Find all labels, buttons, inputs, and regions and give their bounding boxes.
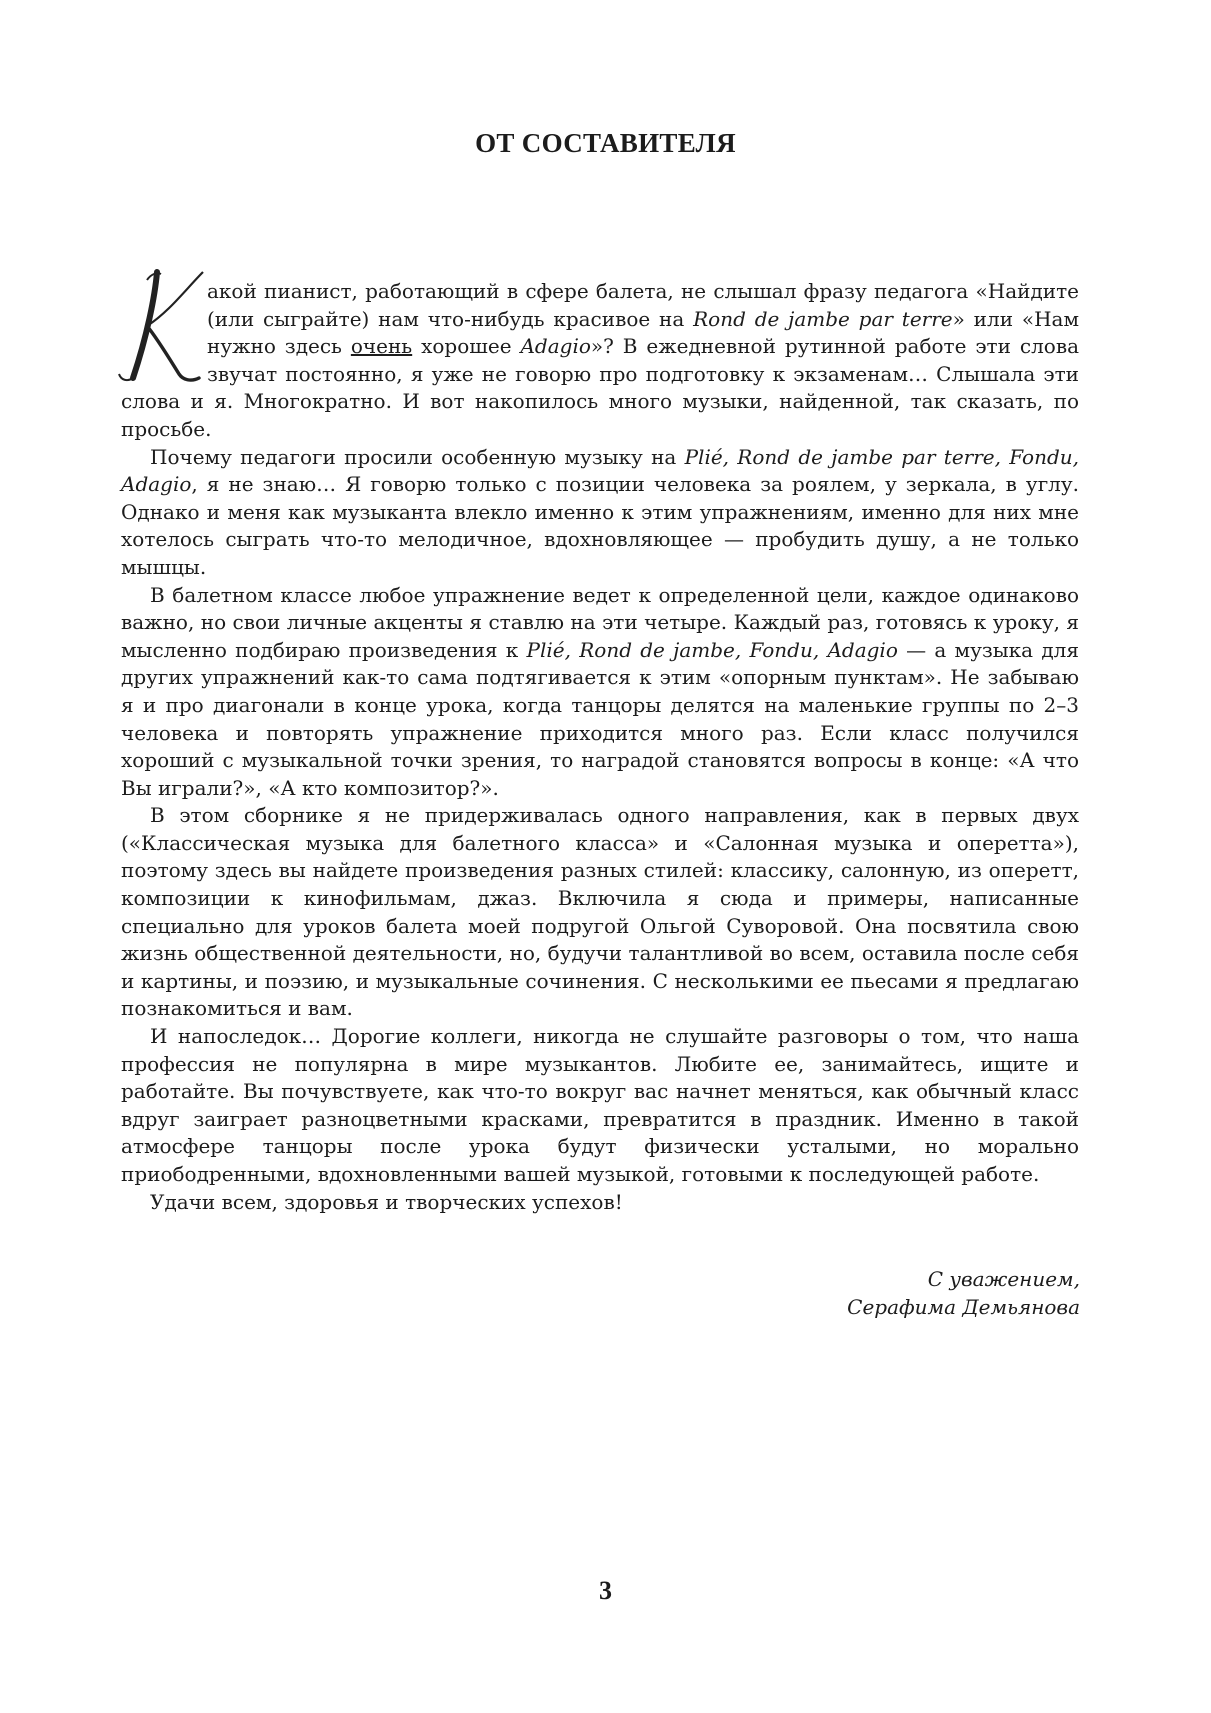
italic-term: Plié, Rond de jambe par terre, Fondu, Adagio bbox=[121, 444, 1079, 497]
page-number: 3 bbox=[599, 1576, 612, 1605]
text-run: Удачи всем, здоровья и творческих успехов! bbox=[150, 1189, 623, 1214]
paragraph bbox=[121, 582, 1079, 803]
drop-cap bbox=[121, 278, 205, 388]
italic-term: Rond de jambe par terre bbox=[693, 306, 953, 331]
signature-greeting: С уважением, bbox=[927, 1267, 1080, 1291]
text-run: , я не знаю… Я говорю только с позиции человека за роялем, у зеркала, в углу. Однако и меня как музыканта влекло именно к этим упражнениям, именно для них мне хотелось сыграть что-то мелодичное, вдохновляющее — пробудить душу, а не только мышцы. bbox=[121, 472, 1079, 579]
paragraph bbox=[121, 278, 1079, 444]
text-run: — а музыка для других упражнений как-то сама подтягивается к этим «опорным пунктам». Не забываю я и про диагонали в конце урока, когда танцоры делятся на маленькие группы по 2–3 человека и повторять упражнение приходится много раз. Если класс получился хороший с музыкальной точки зрения, то наградой становятся вопросы в конце: «А что Вы играли?», «А кто композитор?». bbox=[121, 637, 1079, 800]
text-run: В балетном классе любое упражнение ведет к определенной цели, каждое одинаково важно, но свои личные акценты я ставлю на эти четыре. Каждый раз, готовясь к уроку, я мысленно подбираю произведения к bbox=[121, 582, 1079, 662]
underlined-word: очень bbox=[350, 334, 413, 359]
signature bbox=[847, 1266, 1080, 1321]
italic-term: Plié, Rond de jambe, Fondu, Adagio bbox=[526, 637, 898, 662]
paragraph bbox=[121, 1023, 1079, 1189]
text-run: акой пианист, работающий в сфере балета, не слышал фразу педагога «Найдите (или сыграйте) нам что-нибудь красивое на bbox=[207, 279, 1079, 331]
text-run: хорошее bbox=[412, 334, 521, 359]
paragraph bbox=[121, 1189, 1079, 1217]
body-text bbox=[121, 278, 1079, 1216]
text-run: В этом сборнике я не придерживалась одного направления, как в первых двух («Классическая музыка для балетного класса» и «Салонная музыка и оперетта»), поэтому здесь вы найдете произведения разных стилей: классику, салонную, из оперетт, композиции к кинофильмам, джаз. Включила я сюда и примеры, написанные специально для уроков балета моей подругой Ольгой Суворовой. Она посвятила свою жизнь общественной деятельности, но, будучи талантливой во всем, оставила после себя и картины, и поэзию, и музыкальные сочинения. С несколькими ее пьесами я предлагаю познакомиться и вам. bbox=[121, 803, 1079, 1021]
text-run: И напоследок… Дорогие коллеги, никогда не слушайте разговоры о том, что наша профессия не популярна в мире музыкантов. Любите ее, занимайтесь, ищите и работайте. Вы почувствуете, как что-то вокруг вас начнет меняться, как обычный класс вдруг заиграет разноцветными красками, превратится в праздник. Именно в такой атмосфере танцоры после урока будут физически усталыми, но морально приободренными, вдохновленными вашей музыкой, готовыми к последующей работе. bbox=[121, 1024, 1079, 1186]
paragraph bbox=[121, 444, 1079, 582]
paragraph bbox=[121, 802, 1079, 1023]
page-title: ОТ СОСТАВИТЕЛЯ bbox=[475, 128, 736, 158]
text-run: » или «Нам нужно здесь bbox=[207, 306, 1080, 359]
signature-author: Серафима Демьянова bbox=[847, 1294, 1080, 1319]
text-run: Почему педагоги просили особенную музыку на bbox=[150, 444, 685, 469]
text-run: »? В ежедневной рутинной работе эти слова звучат постоянно, я уже не говорю про подготовку к экзаменам… Слышала эти слова и я. Многократно. И вот накопилось много музыки, найденной, так сказать, по просьбе. bbox=[121, 334, 1080, 441]
paragraphs bbox=[121, 278, 1079, 1216]
drop-cap-glyph bbox=[117, 266, 209, 388]
italic-term: Adagio bbox=[520, 334, 591, 359]
